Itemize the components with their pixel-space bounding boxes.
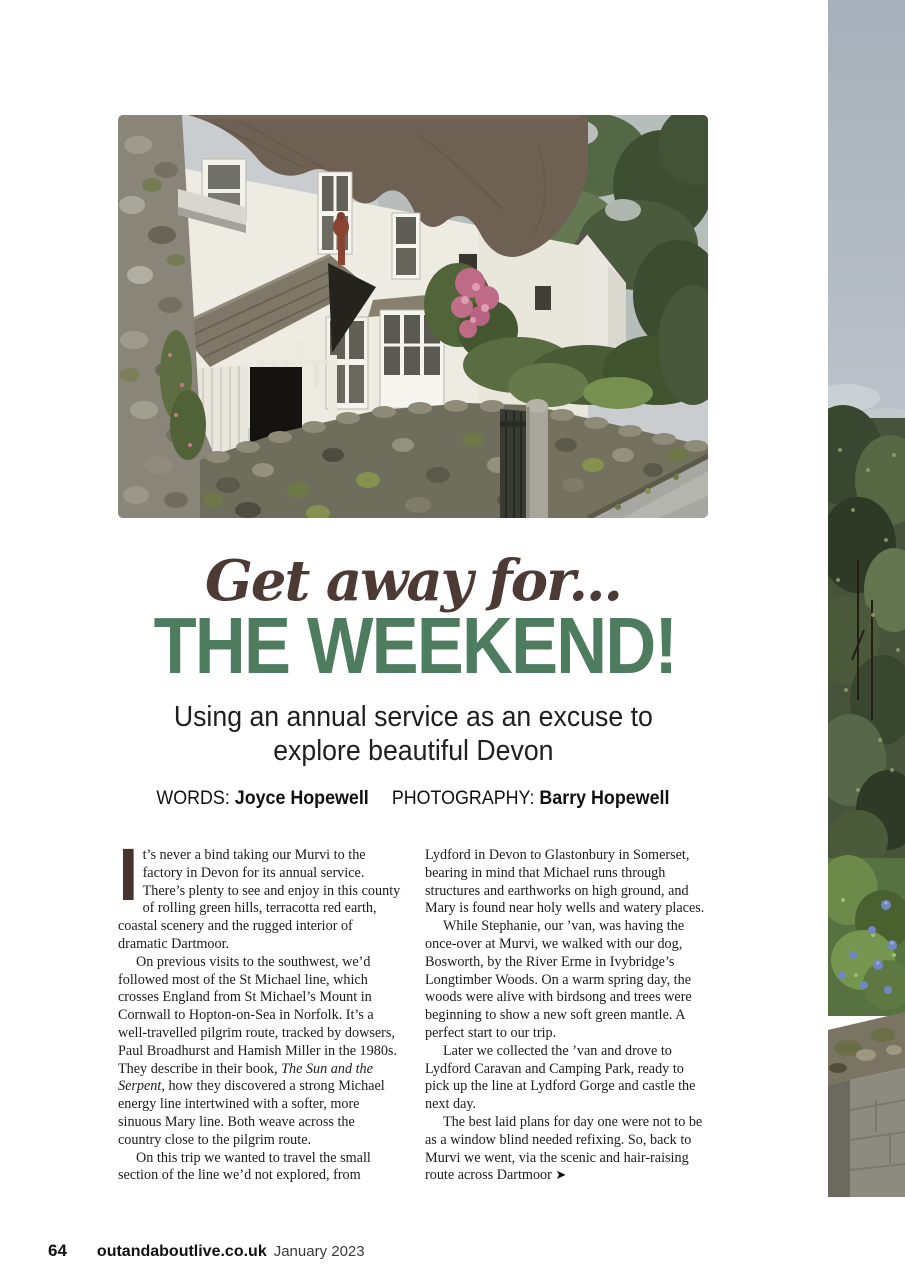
paragraph-text: Lydford in Devon to Glastonbury in Somerset, bearing in mind that Michael runs through structures and earthworks on high ground, and Mary is found near holy wells and watery places. (425, 847, 705, 917)
paragraph-text: , how they discovered a strong Michael energy line intertwined with a softer, more sinuous Mary line. Both weave across the country close to the pilgrim route. (118, 1078, 385, 1148)
paragraph (118, 833, 401, 954)
photography-label: PHOTOGRAPHY: (391, 788, 535, 809)
paragraph (425, 847, 708, 918)
main-title-text: THE WEEKEND! (153, 601, 677, 690)
side-photo-illustration (828, 0, 905, 1197)
page-number: 64 (48, 1241, 67, 1260)
paragraph-text: While Stephanie, our ’van, was having the once-over at Murvi, we walked with our dog, Bosworth, by the River Erme in Ivybridge’s Longtimber Woods. On a warm spring day, the woods were alive with birdsong and trees were beginning to show a new soft green mantle. A perfect start to our trip. (425, 918, 692, 1041)
article-column-right (425, 847, 708, 1185)
words-author: Joyce Hopewell (234, 788, 369, 809)
continuation-arrow-icon: ➤ (555, 1168, 567, 1184)
script-title: Get away for... (205, 548, 621, 614)
paragraph (425, 918, 708, 1043)
words-label: WORDS: (156, 788, 230, 809)
main-photo-illustration (118, 115, 708, 518)
paragraph-text: t’s never a bind taking our Murvi to the factory in Devon for its annual service. There’s plenty to see and enjoy in this county of rolling green hills, terracotta red earth, coastal scenery and the rugged interior of dramatic Dartmoor. (118, 847, 401, 952)
subtitle (118, 700, 708, 768)
wooden-gate (500, 399, 548, 518)
paragraph-text: On this trip we wanted to travel the small section of the line we’d not explored, from (118, 1149, 371, 1184)
paragraph (118, 954, 401, 1150)
subtitle-line-1: Using an annual service as an excuse to (173, 701, 653, 733)
subtitle-line-2: explore beautiful Devon (272, 735, 554, 767)
flower-bush (828, 855, 905, 1016)
paragraph (425, 1114, 708, 1185)
paragraph-text: Later we collected the ’van and drove to Lydford Caravan and Camping Park, ready to pick up the line at Lydford Gorge and castle the next day. (425, 1042, 696, 1113)
paragraph-text: On previous visits to the southwest, we’d followed most of the St Michael line, which crosses England from St Michael’s Mount in Cornwall to Hopton-on-Sea in Norfolk. It’s a well-travelled pilgrim route, tracked by dowsers, Paul Broadhurst and Hamish Miller in the 1980s. They describe in their book, (118, 953, 397, 1077)
strip-stone-wall (828, 1012, 905, 1197)
byline (118, 788, 708, 810)
tall-trees (828, 405, 905, 873)
article-body (118, 833, 708, 1185)
main-title (118, 601, 708, 690)
footer-issue: January 2023 (273, 1243, 365, 1260)
paragraph (118, 1150, 401, 1186)
drop-cap: I (118, 833, 139, 916)
sky (828, 0, 905, 440)
paragraph-text: The best laid plans for day one were not to be as a window blind needed refixing. So, back to Murvi we went, via the scenic and hair-raising route across Dartmoor (425, 1113, 703, 1184)
page-footer (48, 1241, 365, 1261)
side-photo-strip (828, 0, 905, 1197)
footer-site: outandaboutlive.co.uk (96, 1243, 267, 1260)
main-photo (118, 115, 708, 518)
book-title: The Sun and the Serpent (118, 1060, 373, 1095)
article-column-left (118, 833, 401, 1185)
photography-author: Barry Hopewell (539, 788, 670, 809)
paragraph (425, 1043, 708, 1114)
